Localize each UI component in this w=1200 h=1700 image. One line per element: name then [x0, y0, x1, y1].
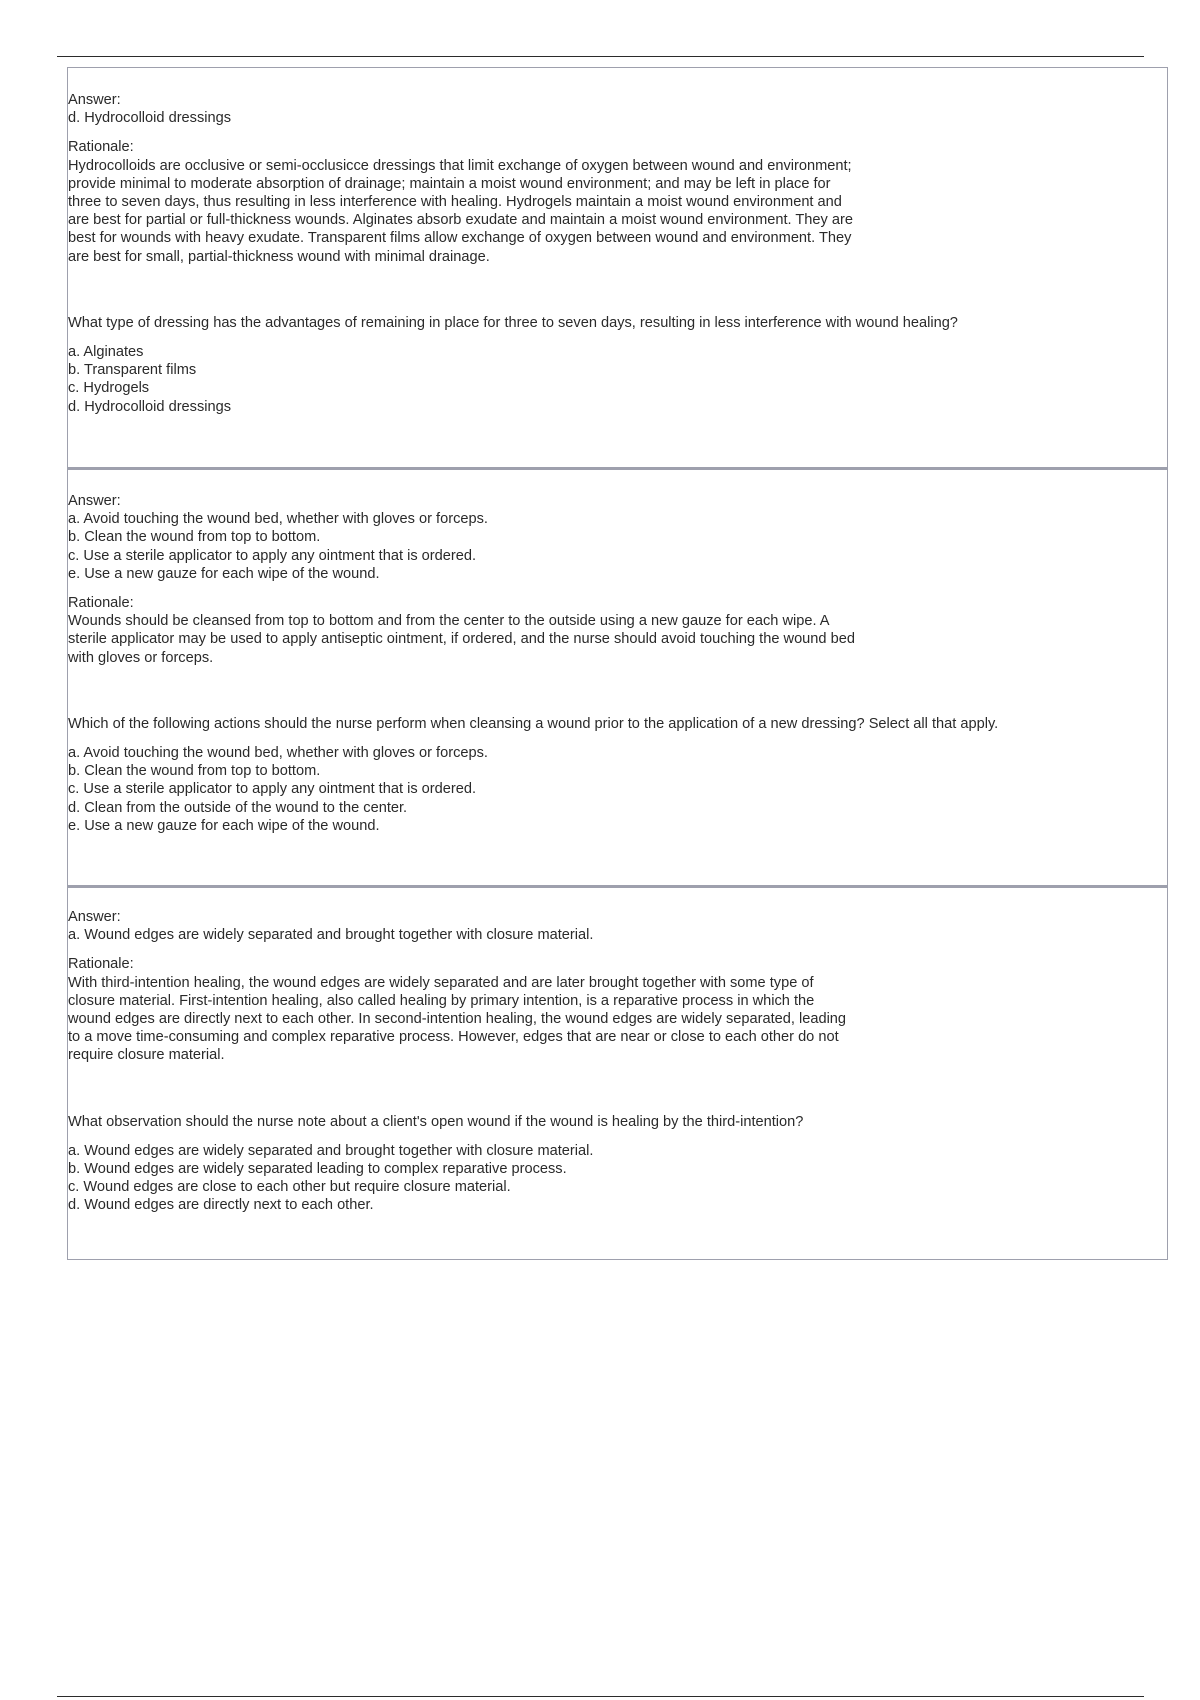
answer-item: b. Clean the wound from top to bottom. [68, 529, 321, 546]
flashcard-2-content [68, 492, 1167, 835]
option-item: d. Clean from the outside of the wound to the center. [68, 799, 408, 816]
option-item: e. Use a new gauze for each wipe of the wound. [68, 817, 380, 834]
option-item: c. Use a sterile applicator to apply any ointment that is ordered. [68, 781, 477, 798]
flashcard-3-content [68, 908, 1167, 1215]
answer-label: Answer: [68, 909, 121, 925]
flashcard-list [67, 67, 1168, 1260]
option-item: b. Wound edges are widely separated leading to complex reparative process. [68, 1161, 567, 1178]
option-item: a. Alginates [68, 344, 144, 361]
rationale-line: sterile applicator may be used to apply antiseptic ointment, if ordered, and the nurse should avoid touching the wound bed [68, 631, 855, 648]
rationale-line: best for wounds with heavy exudate. Transparent films allow exchange of oxygen between wound and environment. They [68, 230, 852, 247]
answer-item: a. Avoid touching the wound bed, whether with gloves or forceps. [68, 511, 488, 528]
answer-item: e. Use a new gauze for each wipe of the wound. [68, 565, 380, 582]
rationale-line: are best for small, partial-thickness wound with minimal drainage. [68, 248, 490, 265]
question-text: What observation should the nurse note about a client's open wound if the wound is healing by the third-intention? [68, 1113, 804, 1130]
flashcard-1-content [68, 91, 1167, 416]
option-item: c. Hydrogels [68, 380, 150, 397]
answer-label: Answer: [68, 493, 121, 509]
rationale-line: With third-intention healing, the wound edges are widely separated and are later brought together with some type of [68, 974, 814, 991]
rationale-line: closure material. First-intention healing, also called healing by primary intention, is a reparative process in which the [68, 992, 815, 1009]
rationale-line: Hydrocolloids are occlusive or semi-occlusicce dressings that limit exchange of oxygen between wound and environment; [68, 157, 852, 174]
option-item: b. Clean the wound from top to bottom. [68, 763, 321, 780]
flashcard-3 [67, 886, 1168, 1260]
question-text: Which of the following actions should the nurse perform when cleansing a wound prior to the application of a new dressing? Select all that apply. [68, 715, 999, 732]
rationale-line: with gloves or forceps. [68, 649, 214, 666]
header-rule [57, 56, 1144, 57]
flashcard-1 [67, 67, 1168, 468]
rationale-label: Rationale: [68, 956, 134, 973]
answer-item: a. Wound edges are widely separated and brought together with closure material. [68, 927, 594, 944]
question-text: What type of dressing has the advantages of remaining in place for three to seven days, resulting in less interference with wound healing? [68, 314, 958, 331]
rationale-line: three to seven days, thus resulting in less interference with healing. Hydrogels maintain a moist wound environment and [68, 194, 842, 211]
option-item: a. Wound edges are widely separated and brought together with closure material. [68, 1142, 594, 1159]
flashcard-2 [67, 468, 1168, 886]
footer-rule [57, 1696, 1144, 1697]
option-item: c. Wound edges are close to each other but require closure material. [68, 1179, 511, 1196]
rationale-label: Rationale: [68, 595, 134, 612]
option-item: d. Hydrocolloid dressings [68, 398, 232, 415]
rationale-line: are best for partial or full-thickness wounds. Alginates absorb exudate and maintain a moist wound environment. They are [68, 212, 853, 229]
option-item: a. Avoid touching the wound bed, whether with gloves or forceps. [68, 745, 488, 762]
rationale-line: Wounds should be cleansed from top to bottom and from the center to the outside using a new gauze for each wipe. A [68, 613, 830, 630]
rationale-line: require closure material. [68, 1047, 225, 1064]
option-item: d. Wound edges are directly next to each other. [68, 1197, 374, 1214]
answer-label: Answer: [68, 92, 121, 108]
answer-item: d. Hydrocolloid dressings [68, 110, 232, 127]
rationale-line: wound edges are directly next to each other. In second-intention healing, the wound edges are widely separated, leading [68, 1011, 847, 1028]
rationale-label: Rationale: [68, 139, 134, 156]
option-item: b. Transparent films [68, 362, 197, 379]
rationale-line: provide minimal to moderate absorption of drainage; maintain a moist wound environment; and may be left in place for [68, 175, 831, 192]
answer-item: c. Use a sterile applicator to apply any ointment that is ordered. [68, 547, 477, 564]
rationale-line: to a move time-consuming and complex reparative process. However, edges that are near or close to each other do not [68, 1029, 839, 1046]
